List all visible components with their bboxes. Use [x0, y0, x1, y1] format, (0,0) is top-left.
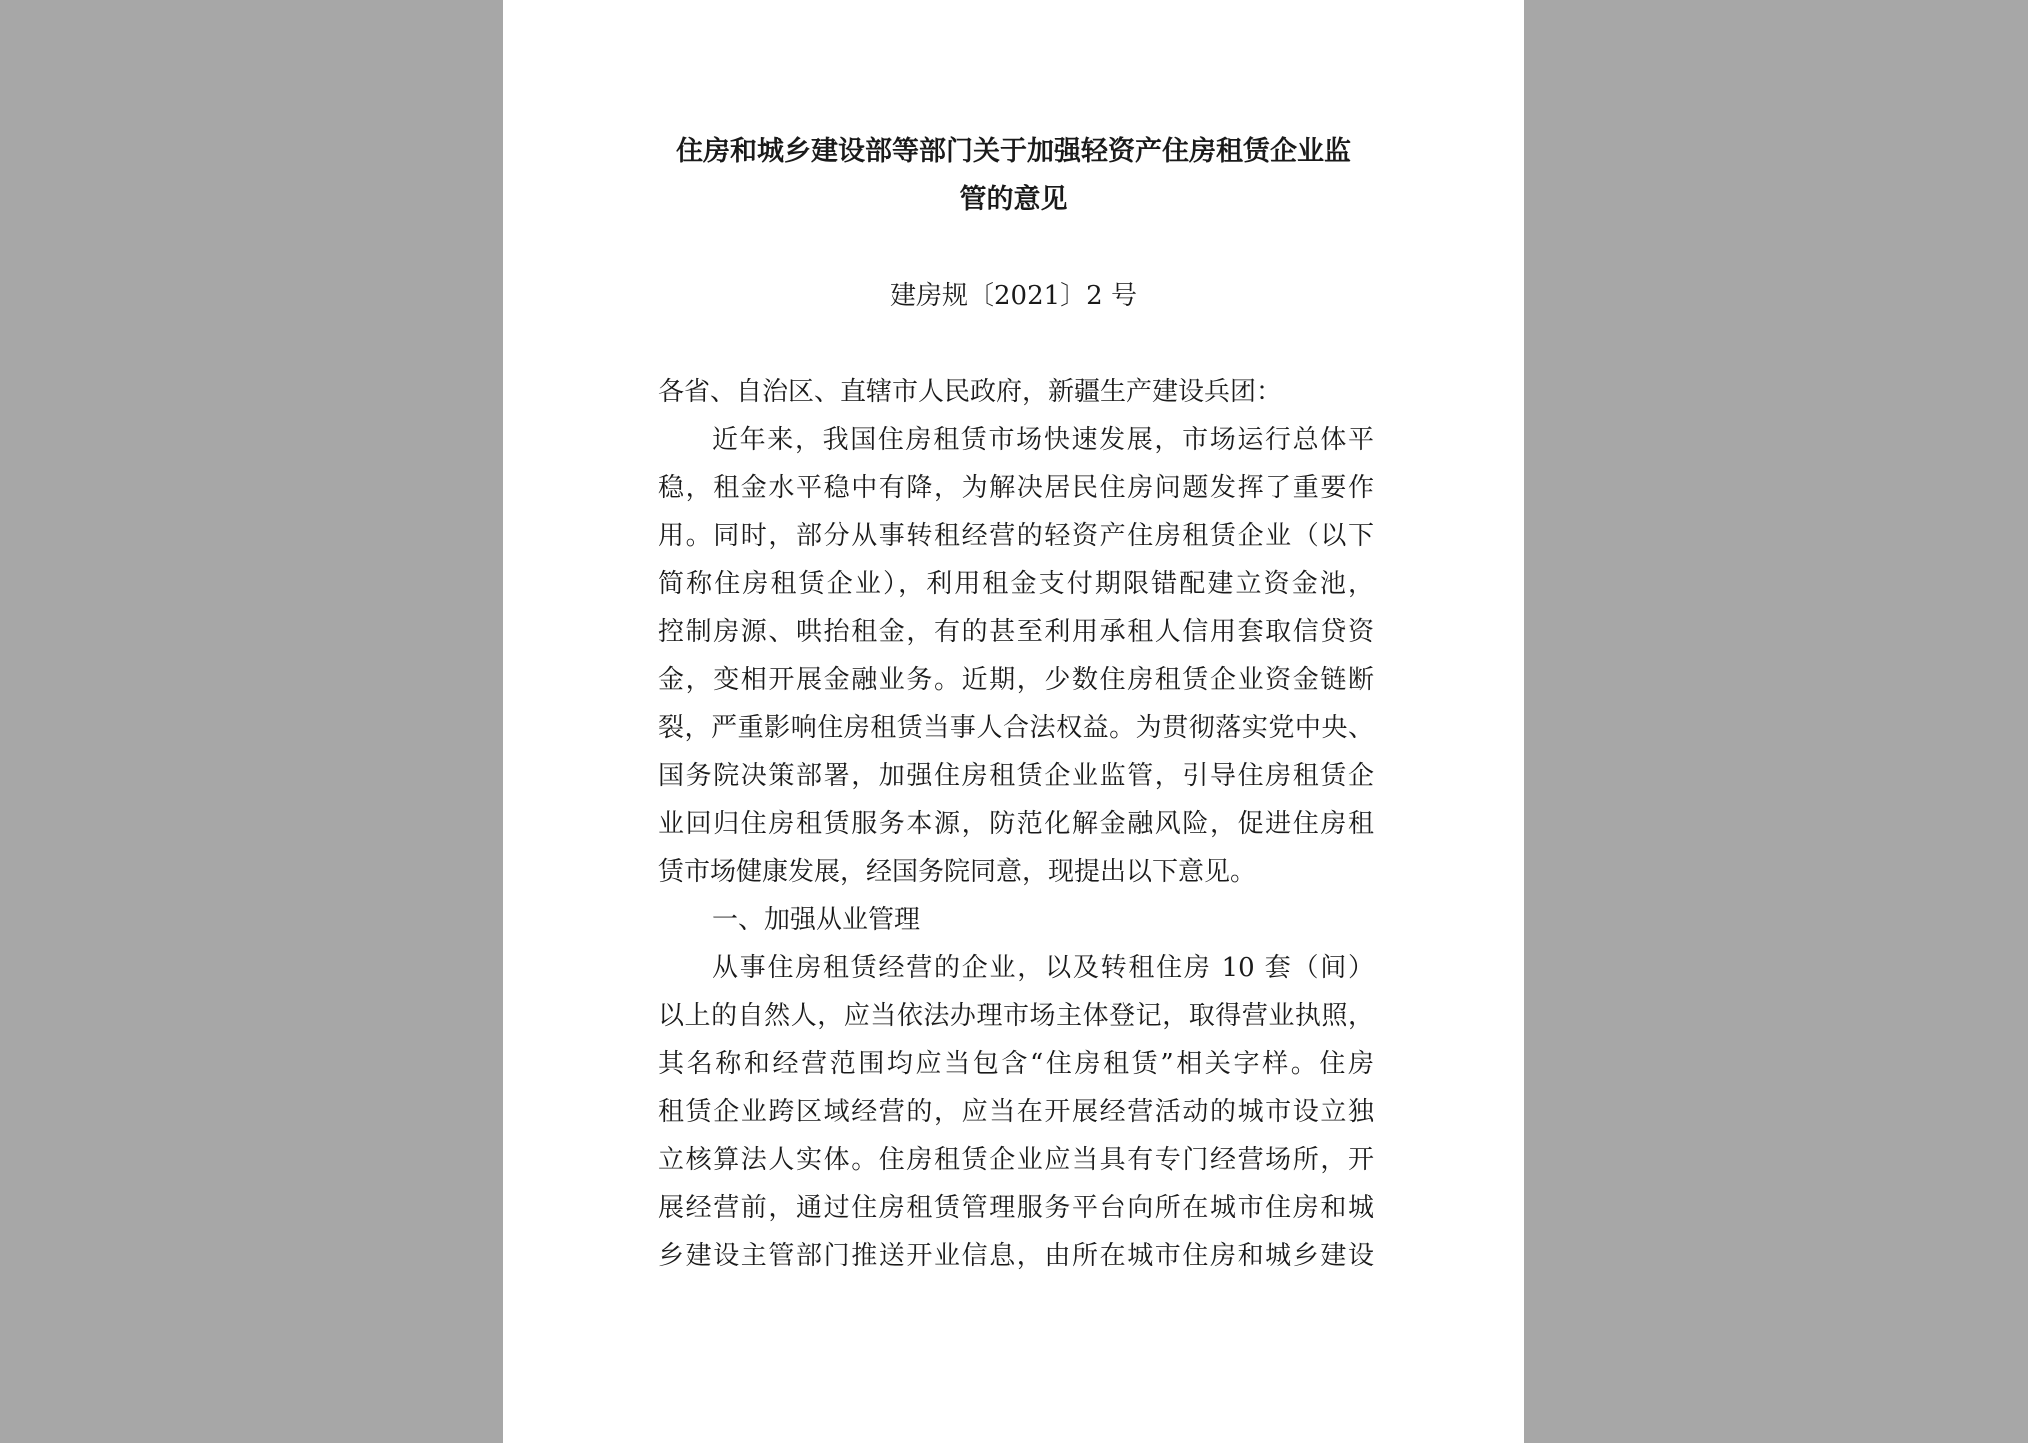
document-number: 建房规〔2021〕2 号 [890, 281, 1137, 311]
document-page [503, 0, 1524, 1443]
document-title-line-1: 住房和城乡建设部等部门关于加强轻资产住房租赁企业监 [676, 136, 1351, 167]
paragraph-line: 控制房源、哄抬租金，有的甚至利用承租人信用套取信贷资 [658, 617, 1374, 647]
paragraph-line: 简称住房租赁企业），利用租金支付期限错配建立资金池， [658, 569, 1374, 599]
paragraph-line: 租赁企业跨区域经营的，应当在开展经营活动的城市设立独 [658, 1097, 1374, 1127]
paragraph-line: 金，变相开展金融业务。近期，少数住房租赁企业资金链断 [658, 665, 1374, 695]
paragraph-line: 乡建设主管部门推送开业信息，由所在城市住房和城乡建设 [658, 1241, 1374, 1271]
paragraph-line: 以上的自然人，应当依法办理市场主体登记，取得营业执照， [658, 1001, 1374, 1031]
salutation: 各省、自治区、直辖市人民政府，新疆生产建设兵团： [658, 377, 1283, 407]
paragraph-line: 赁市场健康发展，经国务院同意，现提出以下意见。 [658, 857, 1257, 887]
document-title-line-2: 管的意见 [959, 184, 1068, 215]
paragraph-line: 业回归住房租赁服务本源，防范化解金融风险，促进住房租 [658, 809, 1374, 839]
paragraph-line: 立核算法人实体。住房租赁企业应当具有专门经营场所，开 [658, 1145, 1374, 1175]
section-heading: 一、加强从业管理 [712, 905, 921, 935]
paragraph-line: 用。同时，部分从事转租经营的轻资产住房租赁企业（以下 [658, 521, 1374, 551]
paragraph-line: 裂，严重影响住房租赁当事人合法权益。为贯彻落实党中央、 [658, 713, 1374, 743]
paragraph-line: 稳，租金水平稳中有降，为解决居民住房问题发挥了重要作 [658, 473, 1374, 503]
paragraph-line: 其名称和经营范围均应当包含“住房租赁”相关字样。住房 [658, 1049, 1374, 1079]
paragraph-line: 从事住房租赁经营的企业，以及转租住房 10 套（间） [712, 953, 1374, 983]
paragraph-line: 近年来，我国住房租赁市场快速发展，市场运行总体平 [712, 425, 1374, 455]
paragraph-line: 国务院决策部署，加强住房租赁企业监管，引导住房租赁企 [658, 761, 1374, 791]
paragraph-line: 展经营前，通过住房租赁管理服务平台向所在城市住房和城 [658, 1193, 1374, 1223]
